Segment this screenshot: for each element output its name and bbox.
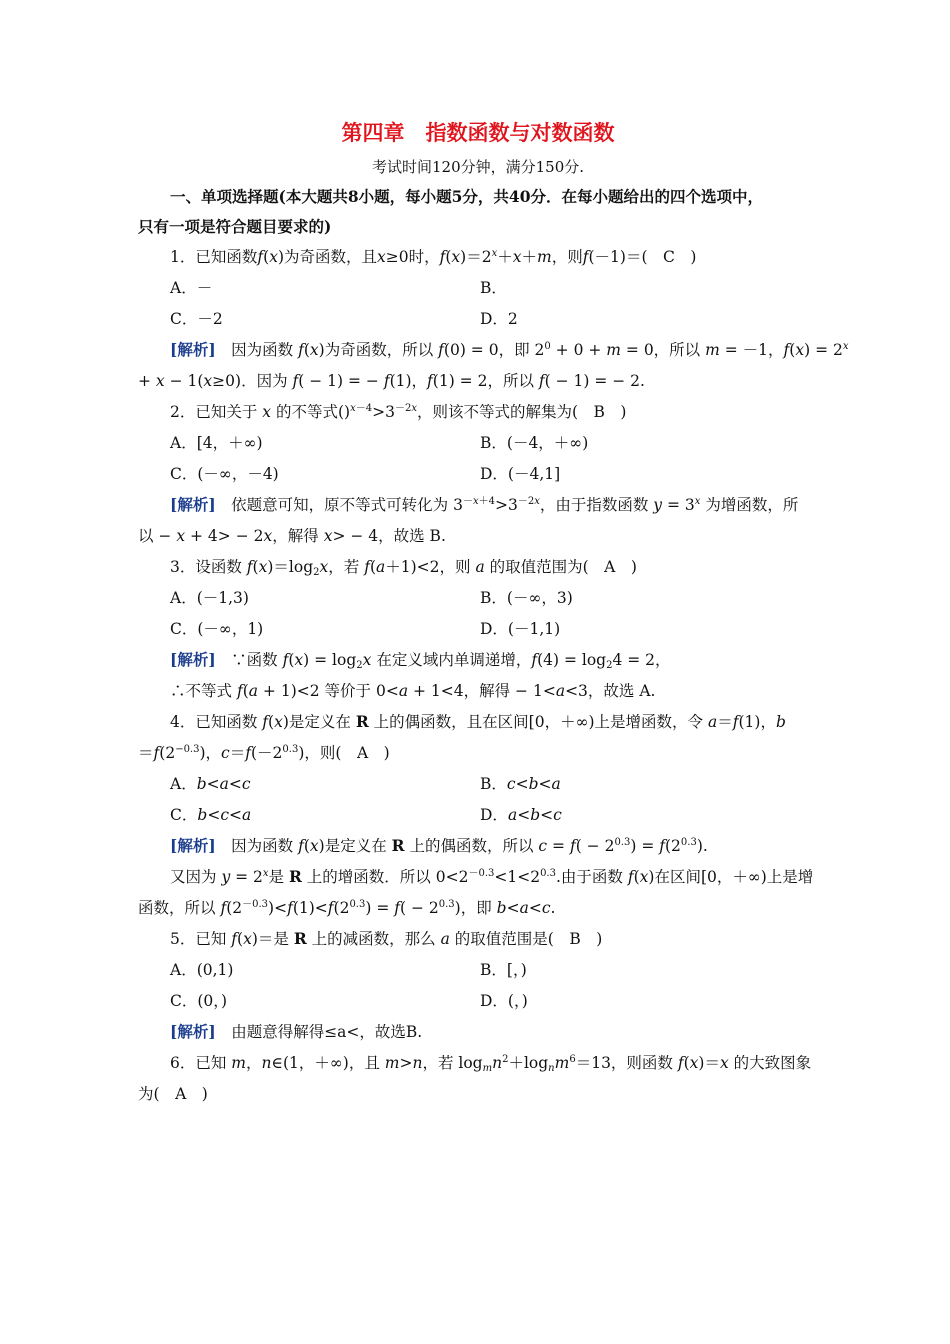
- q5-analysis-tag: [解析]: [170, 1022, 216, 1041]
- question-2: 2．已知关于 x 的不等式$()^{x-4}>3^{-2x}$，则该不等式的解集为( B ): [170, 403, 627, 421]
- section-heading-line2: 只有一项是符合题目要求的): [138, 217, 332, 236]
- q3-answer: A: [604, 558, 616, 576]
- q3-option-c: C．(－∞，1): [170, 620, 264, 638]
- q4-analysis-line1: [解析] 因为函数 f(x)是定义在 R 上的偶函数，所以 $c = f( - 2^{0.3}) = f(2^{0.3})$.: [170, 836, 708, 855]
- q5-analysis: [170, 1021, 422, 1043]
- q2-analysis-line1: [解析] 依题意可知，原不等式可转化为 $3^{-x+4}>3^{-2x}$，由于指数函数 $y = 3^x$ 为增函数，所: [170, 495, 799, 514]
- q4-answer: A: [356, 744, 369, 762]
- q1-option-d: D．2: [480, 310, 518, 328]
- q3-analysis-tag: [解析]: [170, 650, 216, 669]
- q3-analysis-line1: [解析] ∵函数 $f(x) = \log_2x$ 在定义域内单调递增，$f(4) = \log_24 = 2$，: [170, 650, 671, 671]
- question-6-line2: 为( A ): [138, 1085, 208, 1103]
- question-4-line1: 4．已知函数 f(x)是定义在 R 上的偶函数，且在区间[0，＋∞)上是增函数，令 a＝f(1)，b: [170, 712, 786, 731]
- question-3: 3．设函数 $f(x)=\log_2x$，若 f(a＋1)<2，则 a 的取值范围为( A ): [170, 558, 637, 578]
- q4-analysis-line3: 函数，所以 $f(2^{-0.3})<f(1)<f(2^{0.3}) = f( - 2^{0.3})$，即 b<a<c.: [138, 899, 556, 917]
- q2-option-b: B．(－4，＋∞): [480, 434, 589, 452]
- q3-option-a: A．(－1,3): [170, 589, 249, 607]
- q5-analysis-text: 由题意得解得≤a<，故选B.: [231, 1023, 423, 1041]
- question-6-line1: 6．已知 m，n∈(1，＋∞)，且 m>n，若 $\log_mn^2+\log_nm^6=13$，则函数 f(x)＝x 的大致图象: [170, 1054, 812, 1074]
- q2-option-d: D．(－4,1]: [480, 465, 561, 483]
- q3-option-b: B．(－∞，3): [480, 589, 573, 607]
- q6-answer: A: [175, 1085, 187, 1103]
- q1-analysis-line2: + x − 1(x≥0)．因为 f( − 1) = − f(1)，f(1) = 2，所以 f( − 1) = − 2.: [138, 372, 645, 390]
- q2-answer: B: [593, 403, 605, 421]
- q2-analysis-line2: 以 − x + 4> − 2x，解得 x> − 4，故选 B.: [138, 527, 446, 545]
- q1-analysis-tag: [解析]: [170, 340, 216, 359]
- q4-option-c: C．b<c<a: [170, 806, 252, 824]
- question-5: 5．已知 f(x)＝是 R 上的减函数，那么 a 的取值范围是( B ): [170, 929, 603, 948]
- page-title: 第四章 指数函数与对数函数: [341, 120, 615, 145]
- q4-analysis-tag: [解析]: [170, 836, 216, 855]
- q5-option-b: B．[，): [480, 961, 527, 979]
- q4-option-d: D．a<b<c: [480, 806, 562, 824]
- q3-analysis-line2: ∴不等式 f(a + 1)<2 等价于 0<a + 1<4，解得 − 1<a<3，故选 A.: [170, 682, 656, 700]
- q1-option-b: B．: [480, 279, 507, 297]
- q2-analysis-tag: [解析]: [170, 495, 216, 514]
- question-4-line2: $=f(2^{-0.3})$，$c=f(-2^{0.3})$，则( A ): [138, 744, 390, 762]
- q2-option-a: A．[4，＋∞): [170, 434, 263, 452]
- q4-option-b: B．c<b<a: [480, 775, 561, 793]
- q4-analysis-line2: 又因为 $y = 2^x$是 R 上的增函数．所以 $0<2^{-0.3}<1<2^{0.3}$.由于函数 f(x)在区间[0，＋∞)上是增: [170, 867, 814, 886]
- q5-option-c: C．(0，): [170, 992, 228, 1010]
- q5-answer: B: [569, 930, 581, 948]
- q2-option-c: C．(－∞，－4): [170, 465, 279, 483]
- exam-info: 考试时间120分钟，满分150分.: [371, 158, 585, 176]
- q1-answer: C: [663, 248, 675, 266]
- q4-option-a: A．b<a<c: [170, 775, 251, 793]
- q1-analysis-line1: [解析] 因为函数 f(x)为奇函数，所以 f(0) = 0，即 $2^0 + 0 + m = 0$，所以 m = －1，$f(x) = 2^x$: [170, 340, 849, 359]
- q5-option-d: D．(，): [480, 992, 528, 1010]
- q1-option-a: A．－: [170, 279, 213, 297]
- q3-option-d: D．(－1,1): [480, 620, 561, 638]
- q5-option-a: A．(0,1): [170, 961, 234, 979]
- q1-option-c: C．－2: [170, 310, 223, 328]
- question-1: 1．已知函数f(x)为奇函数，且x≥0时，$f(x)=2^x+x+m$，则f(－1)＝( C ): [170, 248, 697, 266]
- section-heading-line1: 一、单项选择题(本大题共8小题，每小题5分，共40分．在每小题给出的四个选项中，: [170, 187, 763, 206]
